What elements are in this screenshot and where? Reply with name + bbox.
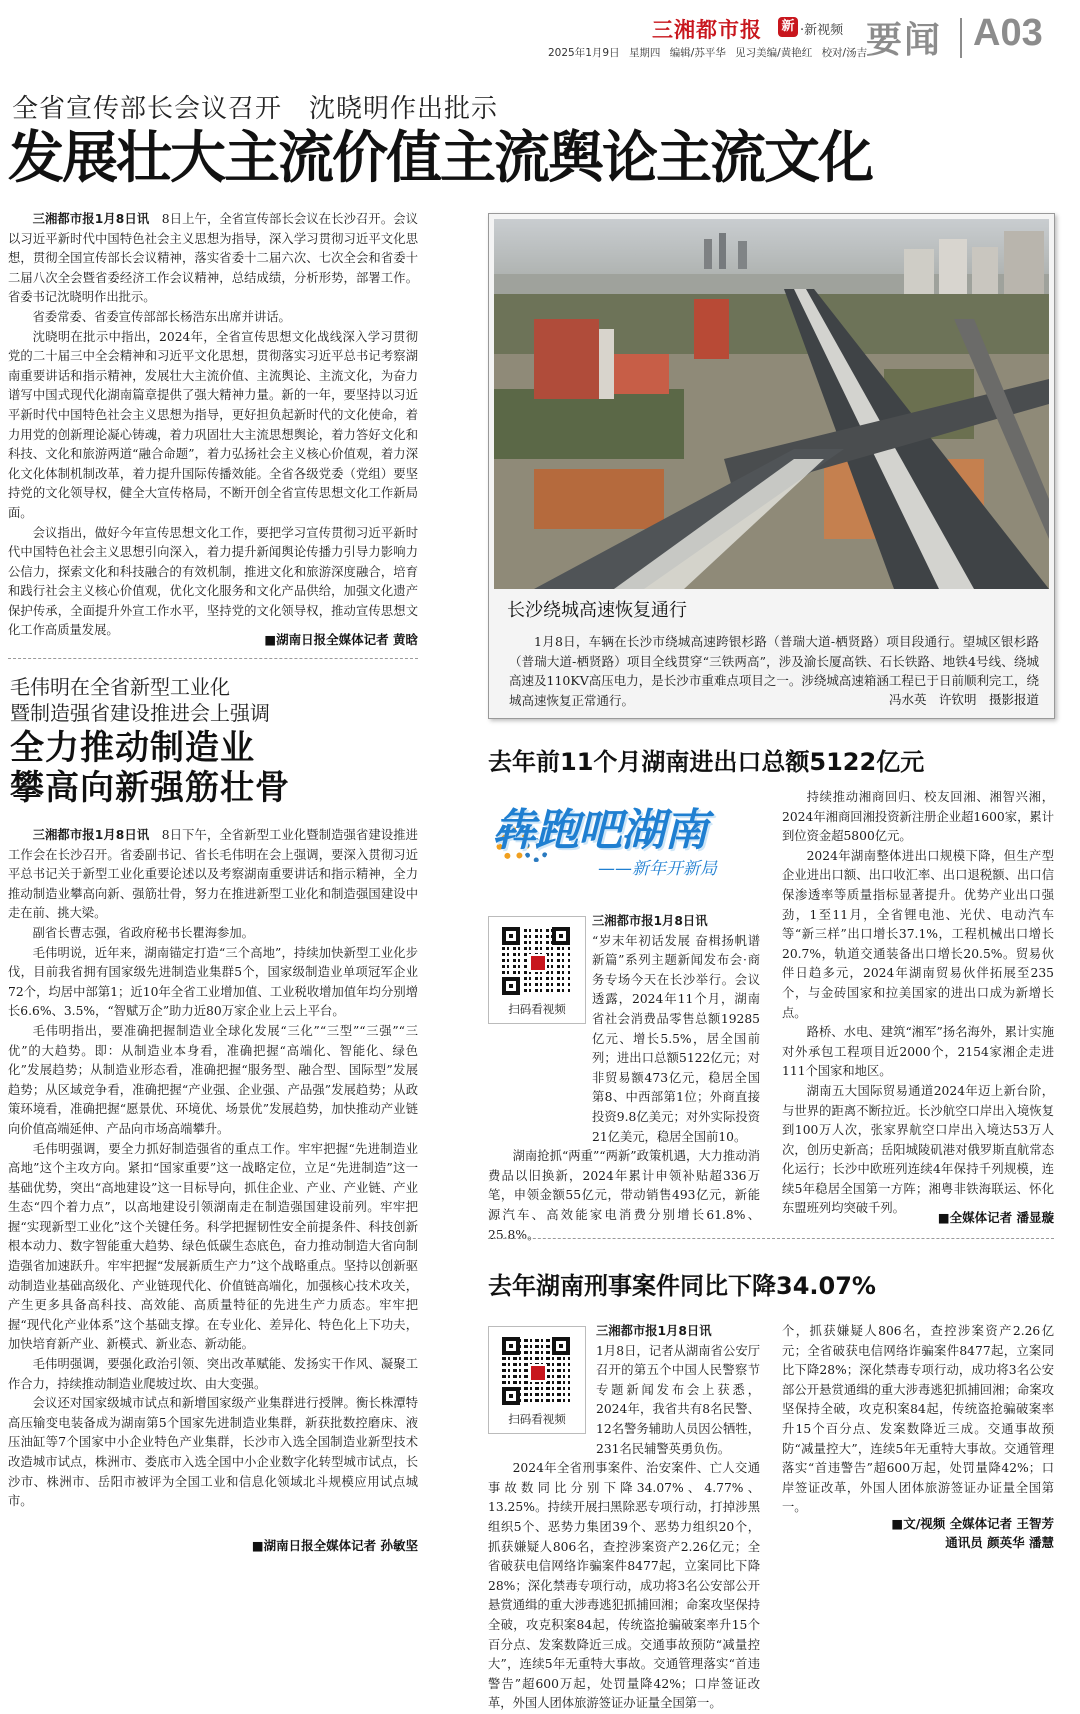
page-meta <box>548 45 867 60</box>
story4-paragraph: 1月8日，记者从湖南省公安厅召开的第五个中国人民警察节专题新闻发布会上获悉，2024年，我省共有8名民警、12名警务辅助人员因公牺牲，231名民辅警英勇负伤。 <box>596 1343 760 1456</box>
story4-body-col1 <box>488 1322 760 1711</box>
story2-body <box>8 826 418 1534</box>
story2-kicker-line: 毛伟明在全省新型工业化 <box>10 675 230 699</box>
story4-byline-line: ■文/视频 全媒体记者 王智芳 <box>891 1516 1054 1531</box>
story1-paragraph: 沈晓明在批示中指出，2024年，全省宣传思想文化战线深入学习贯彻党的二十届三中全会精神和习近平文化思想，贯彻落实习近平总书记考察湖南重要讲话和指示精神，发展壮大主流价值、主流舆论、主流文化，为奋力谱写中国式现代化湖南篇章提供了强大精神力量。新的一年，要坚持以习近平新时代中国特色社会主义思想为指导，更好担负起新时代的文化使命，着力用党的创新理论凝心铸魂，着力巩固壮大主流思想舆论，着力答好文化和科技、文化和旅游两道“融合命题”，着力弘扬社会主义核心价值观，着力深化文化体制机制改革，着力提升国际传播效能。全省各级党委（党组）要坚持党的文化领导权，健全大宣传格局，不断开创全省宣传思想文化工作新局面。 <box>8 329 418 520</box>
story1-kicker: 全省宣传部长会议召开 沈晓明作出批示 <box>12 94 499 124</box>
story3-headline: 去年前11个月湖南进出口总额5122亿元 <box>488 748 925 776</box>
story1-paragraph: 8日上午，全省宣传部长会议在长沙召开。会议以习近平新时代中国特色社会主义思想为指导，深入学习贯彻习近平文化思想，贯彻全国宣传部长会议精神，落实省委十二届六次、七次全会和省委十二届八次全会暨省委经济工作会议精神，总结成绩，分析形势，部署工作。省委书记沈晓明作出批示。 <box>8 212 418 305</box>
story2-dateline: 三湘都市报1月8日讯 <box>32 828 150 842</box>
story4-byline-line: 通讯员 颜英华 潘慧 <box>945 1535 1054 1550</box>
story3-paragraph: 持续推动湘商回归、校友回湘、湘智兴湘，2024年湘商回湘投资新注册企业超1600家，累计到位资金超5800亿元。 <box>782 790 1054 844</box>
story2-headline <box>10 728 290 808</box>
story2-kicker <box>10 674 270 726</box>
section-name: 要闻 <box>866 19 943 61</box>
story3-banner <box>488 788 768 888</box>
highway-photo <box>494 219 1049 589</box>
story3-paragraph: 2024年湖南整体进出口规模下降，但生产型企业进出口额、出口收汇率、出口退税额、出口信保渗透率等质量指标显著提升。优势产业出口强劲，1至11月，全省锂电池、光伏、电动汽车等“新三样”出口增长37.1%，工程机械出口增长20.7%，轨道交通装备出口增长20.5%。贸易伙伴日趋多元，2024年湖南贸易伙伴拓展至235个，与金砖国家和拉美国家的进出口成为新增长点。 <box>782 848 1054 1020</box>
story2-paragraph: 会议还对国家级城市试点和新增国家级产业集群进行授牌。衡长株潭特高压输变电装备成为湖南第5个国家先进制造业集群，新获批数控磨床、液压油缸等7个国家中小企业特色产业集群，长沙市入选全国制造业新型技术改造城市试点，株洲市、娄底市入选全国中小企业数字化转型城市试点，长沙市、株洲市、岳阳市被评为全国工业和信息化领域北斗规模应用试点城市。 <box>8 1396 418 1509</box>
story3-byline: ■全媒体记者 潘显璇 <box>937 1210 1054 1225</box>
divider <box>488 1238 1054 1239</box>
story2-headline-line: 攀高向新强筋壮骨 <box>10 768 290 808</box>
video-logo-icon: 新 <box>778 17 798 37</box>
designer-credit: 见习美编/黄艳红 <box>735 47 813 59</box>
story2-paragraph: 副省长曹志强，省政府秘书长瞿海参加。 <box>32 925 254 940</box>
story1-dateline: 三湘都市报1月8日讯 <box>32 212 150 226</box>
section-divider <box>960 18 962 58</box>
story1-byline: ■湖南日报全媒体记者 黄晗 <box>264 632 418 647</box>
story1-paragraph: 省委常委、省委宣传部部长杨浩东出席并讲话。 <box>32 309 291 324</box>
story3-paragraph: 路桥、水电、建筑“湘军”扬名海外，累计实施对外承包工程项目近2000个，2154家湘企走进111个国家和地区。 <box>782 1025 1054 1079</box>
banner-title: 犇跑吧湖南 <box>492 805 707 856</box>
banner-subtitle: ——新年开新局 <box>598 859 717 879</box>
issue-date: 2025年1月9日 <box>548 47 620 59</box>
story2-paragraph: 毛伟明指出，要准确把握制造业全球化发展“三化”“三型”“三强”“三优”的大趋势。即：从制造业本身看，准确把握“高端化、智能化、绿色化”发展趋势；从制造业形态看，准确把握“服务型、融合型、国际型”发展趋势；从区域竞争看，准确把握“产业强、企业强、产品强”发展趋势；从政策环境看，准确把握“愿景优、环境优、场景优”发展趋势，加快推动产业链向价值高端延伸、产品向市场高端攀升。 <box>8 1023 418 1136</box>
video-brand: ·新视频 <box>800 23 844 38</box>
photo-credit: 冯水英 许钦明 摄影报道 <box>888 692 1039 707</box>
highway-photo-image <box>494 219 1049 589</box>
qr-label: 扫码看视频 <box>508 1002 566 1016</box>
story2-paragraph: 毛伟明强调，要强化政治引领、突出改革赋能、发扬实干作风、凝聚工作合力，持续推动制造业爬坡过坎、由大变强。 <box>8 1357 418 1391</box>
story1-headline: 发展壮大主流价值主流舆论主流文化 <box>8 126 872 191</box>
masthead <box>0 0 1080 80</box>
story3-body-col1 <box>488 912 760 1242</box>
story1-paragraph: 会议指出，做好今年宣传思想文化工作，要把学习宣传贯彻习近平新时代中国特色社会主义思想引向深入，着力提升新闻舆论传播力引导力影响力公信力，探索文化和科技融合的有效机制，推进文化和旅游深度融合，培育和践行社会主义核心价值观，优化文化服务和文化产品供给，加强文化遗产保护传承，全面提升外宣工作水平，坚持党的文化领导权，推动宣传思想文化工作高质量发展。 <box>8 525 418 638</box>
story2-byline: ■湖南日报全媒体记者 孙敏坚 <box>251 1538 418 1553</box>
issue-weekday: 星期四 <box>628 47 661 59</box>
story3-paragraph: “岁末年初话发展 奋楫扬帆谱新篇”系列主题新闻发布会·商务专场今天在长沙举行。会议透露，2024年11个月，湖南省社会消费品零售总额19285亿元、增长5.5%，居全国前列；进出口总额5122亿元；对非贸易额473亿元，稳居全国第8、中西部第1位；外商直接投资9.8亿美元；对外实际投资21亿美元，稳居全国前10。 <box>592 933 760 1144</box>
story2-kicker-line: 暨制造强省建设推进会上强调 <box>10 701 270 725</box>
story1-body <box>8 210 418 638</box>
story4-byline <box>830 1514 1054 1552</box>
story4-body-col2: 个，抓获嫌疑人806名，查控涉案资产2.26亿元；全省破获电信网络诈骗案件8477起，立案同比下降28%；深化禁毒专项行动，成功将3名公安部公开悬赏通缉的重大涉毒逃犯抓捕回湘；命案攻坚保持全破，攻克积案84起，传统盗抢骗破案率升15个百分点、发案数降近三成。交通事故预防“减量控大”，连续5年无重特大事故。交通管理落实“首违警告”超600万起，处罚量降42%；口岸签证改革，外国人团体旅游签证办证量全国第一。 <box>782 1324 1054 1515</box>
qr-label: 扫码看视频 <box>508 1412 566 1426</box>
story2-paragraph: 8日下午，全省新型工业化暨制造强省建设推进工作会在长沙召开。省委副书记、省长毛伟明在会上强调，要深入贯彻习近平总书记关于新型工业化重要论述以及考察湖南重要讲话和指示精神，全力推动制造业攀高向新、强筋壮骨，努力在推进新型工业化和制造强国建设中走在前、挑大梁。 <box>8 828 418 921</box>
divider <box>8 658 418 659</box>
story2-paragraph: 毛伟明强调，要全力抓好制造强省的重点工作。牢牢把握“先进制造业高地”这个主攻方向。紧扣“国家重要”这一战略定位，立足“先进制造”这一基础优势，突出“高地建设”这一目标导向，抓住企业、产业、产业链、产业生态“四个着力点”，以高地建设引领湖南走在制造强国建设前列。牢牢把握“实现新型工业化”这个关键任务。科学把握韧性安全前提条件、科技创新根本动力、数字智能重大趋势、绿色低碳生态底色，奋力推动制造大省向制造强省加速跃升。牢牢把握“发展新质生产力”这个战略重点。坚持以创新驱动制造业基础高级化、产业链现代化、价值链高端化，加强核心技术攻关，产生更多具备高科技、高效能、高质量特征的先进生产力质态。牢牢把握“现代化产业体系”这个基础支撑。在专业化、差异化、特色化上下功夫，加快培育新产业、新模式、新业态、新动能。 <box>8 1141 418 1352</box>
page-number: A03 <box>973 12 1043 54</box>
story3-dateline: 三湘都市报1月8日讯 <box>592 914 708 928</box>
story3-body-col2 <box>782 788 1054 1216</box>
paper-name: 三湘都市报 <box>652 19 762 42</box>
photo-caption-title: 长沙绕城高速恢复通行 <box>507 600 687 621</box>
photo-box <box>488 213 1055 719</box>
story4-paragraph: 2024年全省刑事案件、治安案件、亡人交通事故数同比分别下降34.07%、4.77%、13.25%。持续开展扫黑除恶专项行动，打掉涉黑组织5个、恶势力集团39个、恶势力组织20个，抓获嫌疑人806名，查控涉案资产2.26亿元；全省破获电信网络诈骗案件8477起，立案同比下降28%；深化禁毒专项行动，成功将3名公安部公开悬赏通缉的重大涉毒逃犯抓捕回湘；命案攻坚保持全破，攻克积案84起，传统盗抢骗破案率升15个百分点、发案数降近三成。交通事故预防“减量控大”，连续5年无重特大事故。交通管理落实“首违警告”超600万起，处罚量降42%；口岸签证改革，外国人团体旅游签证办证量全国第一。 <box>488 1461 760 1711</box>
story2-headline-line: 全力推动制造业 <box>10 728 255 768</box>
story4-headline: 去年湖南刑事案件同比下降34.07% <box>488 1272 876 1300</box>
story3-paragraph: 湖南抢抓“两重”“两新”政策机遇，大力推动消费品以旧换新，2024年累计申领补贴超336万笔，申领金额55亿元，带动销售493亿元，新能源汽车、高效能家电消费分别增长61.8%、25.8%。 <box>488 1149 760 1242</box>
proofreader-credit: 校对/汤吉 <box>821 47 868 59</box>
story4-dateline: 三湘都市报1月8日讯 <box>596 1324 712 1338</box>
story3-paragraph: 湖南五大国际贸易通道2024年迈上新台阶，与世界的距离不断拉近。长沙航空口岸出入境恢复到100万人次，张家界航空口岸出入境达53万人次，创历史新高；岳阳城陵矶港对俄罗斯直航常态化运行；长沙中欧班列连续4年保持千列规模，连续5年稳居全国第一方阵；湘粤非铁海联运、怀化东盟班列均突破千列。 <box>782 1083 1054 1216</box>
photo-caption-text: 1月8日，车辆在长沙市绕城高速跨银杉路（普瑞大道-栖贤路）项目段通行。望城区银杉路（普瑞大道-栖贤路）项目全线贯穿“三铁两高”，涉及渝长厦高铁、石长铁路、地铁4号线、绕城高速及110KV高压电力，是长沙市重难点项目之一。涉绕城高速箱涵工程已于日前顺利完工，绕城高速恢复正常通行。 <box>509 634 1039 708</box>
story2-paragraph: 毛伟明说，近年来，湖南锚定打造“三个高地”，持续加快新型工业化步伐，目前我省拥有国家级先进制造业集群5个，国家级制造业单项冠军企业72个，均居中部第1；近10年全省工业增加值、工业税收增加值年均分别增长6.6%、3.5%，“智赋万企”助力近80万家企业上云上平台。 <box>8 945 418 1019</box>
editor-credit: 编辑/苏平华 <box>669 47 726 59</box>
